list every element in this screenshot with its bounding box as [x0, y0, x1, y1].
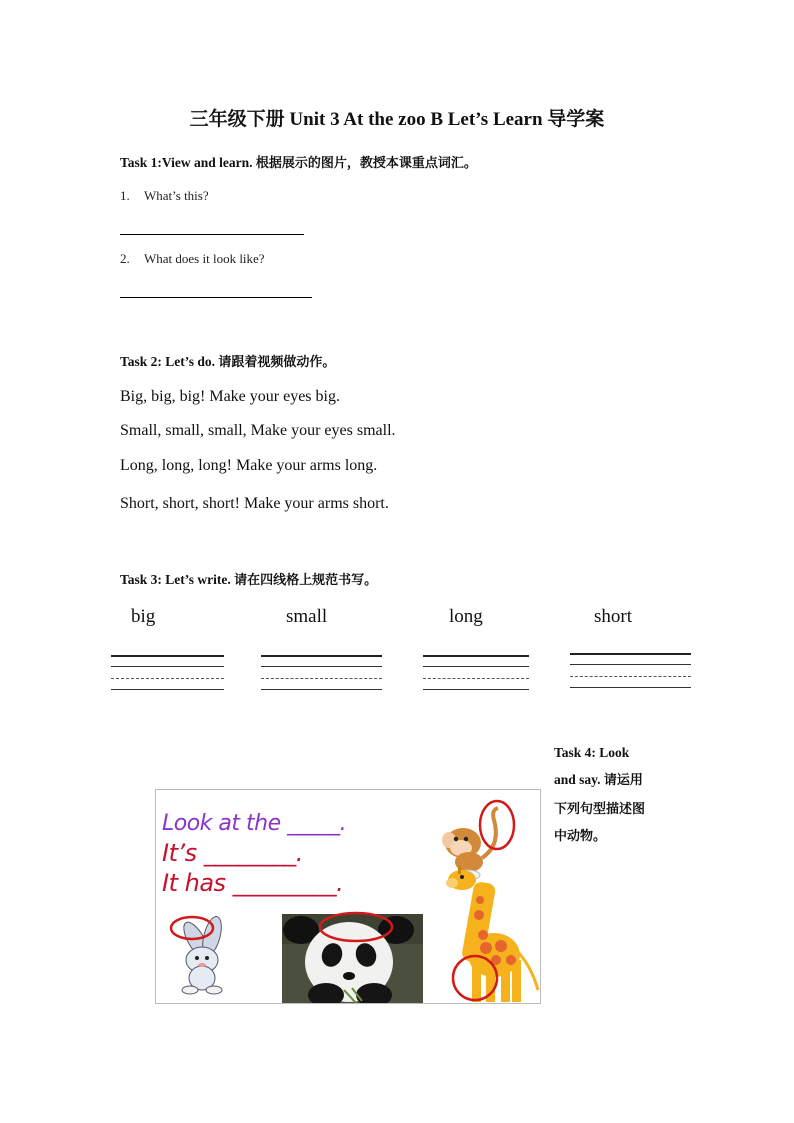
- panda-icon: [282, 913, 423, 1003]
- question-number: 2.: [120, 251, 130, 266]
- task1-heading: [120, 152, 477, 171]
- word-small: small: [286, 606, 328, 627]
- word-long: long: [449, 606, 483, 627]
- four-line-grid-short[interactable]: [570, 653, 691, 693]
- answer-line-2[interactable]: [120, 297, 312, 298]
- page-title: 三年级下册 Unit 3 At the zoo B Let’s Learn 导学案: [189, 109, 605, 130]
- word-short: short: [594, 606, 632, 627]
- sentence-its: It’s ________.: [162, 839, 303, 867]
- task1-question-2: [120, 251, 265, 267]
- question-text: What’s this?: [144, 188, 209, 203]
- task3-instruction: 请在四线格上规范书写。: [234, 573, 378, 588]
- chant-line-3: Long, long, long! Make your arms long.: [120, 457, 378, 474]
- monkey-icon: [442, 801, 514, 880]
- giraffe-icon: [446, 866, 538, 1002]
- task4-heading: [554, 738, 684, 847]
- task4-instruction-c: 中动物。: [554, 829, 607, 844]
- task3-label: Task 3: Let’s write.: [120, 572, 231, 587]
- question-text: What does it look like?: [144, 251, 265, 266]
- task4-instruction-a: 请运用: [603, 773, 643, 788]
- task2-heading: [120, 351, 335, 370]
- answer-line-1[interactable]: [120, 234, 304, 235]
- chant-line-2: Small, small, small, Make your eyes small.: [120, 422, 396, 439]
- chant-line-4: Short, short, short! Make your arms short.: [120, 495, 389, 512]
- task1-instruction: 根据展示的图片，教授本课重点词汇。: [255, 156, 477, 171]
- task4-label-line2: and say.: [554, 772, 601, 787]
- word-big: big: [131, 606, 156, 627]
- task4-label-line1: Task 4: Look: [554, 745, 630, 760]
- task3-heading: [120, 569, 377, 588]
- four-line-grid-long[interactable]: [423, 655, 529, 695]
- rabbit-icon: [171, 915, 225, 994]
- task1-question-1: [120, 188, 209, 204]
- four-line-grid-big[interactable]: [111, 655, 224, 695]
- animal-illustrations: [156, 790, 540, 1003]
- task1-label: Task 1:View and learn.: [120, 155, 253, 170]
- chant-line-1: Big, big, big! Make your eyes big.: [120, 388, 340, 405]
- task2-label: Task 2: Let’s do.: [120, 354, 216, 369]
- animal-picture: [155, 789, 541, 1004]
- task2-instruction: 请跟着视频做动作。: [218, 355, 336, 370]
- sentence-it-has: It has _________.: [162, 869, 344, 897]
- four-line-grid-small[interactable]: [261, 655, 382, 695]
- sentence-look-at: Look at the _____.: [162, 811, 347, 836]
- question-number: 1.: [120, 188, 130, 203]
- task4-instruction-b: 下列句型描述图: [554, 802, 646, 817]
